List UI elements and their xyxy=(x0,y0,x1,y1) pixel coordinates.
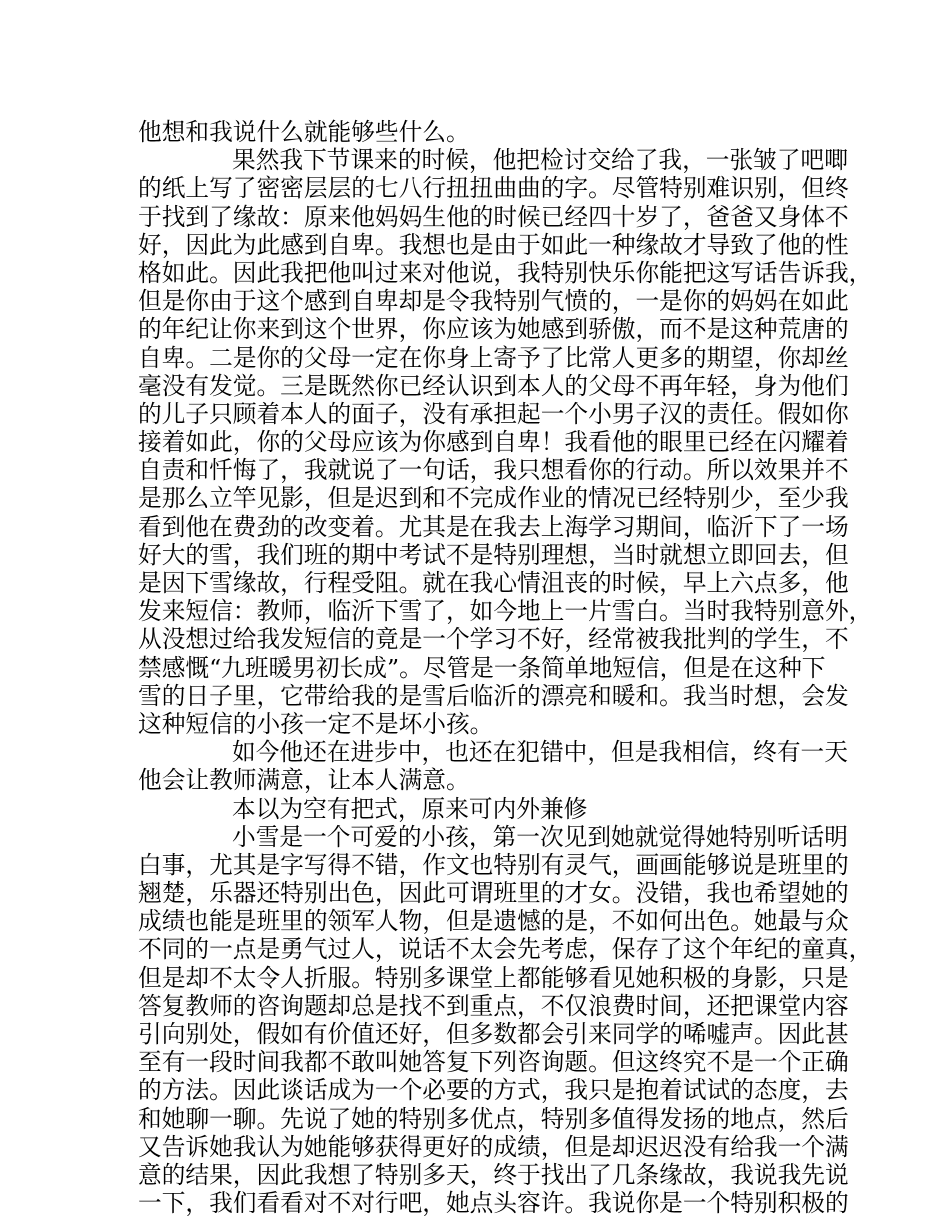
text-line: 的方法。因此谈话成为一个必要的方式，我只是抱着试试的态度，去 xyxy=(138,1076,849,1105)
text-line: 他想和我说什么就能够些什么。 xyxy=(138,118,470,146)
text-line: 毫没有发觉。三是既然你已经认识到本人的父母不再年轻，身为他们 xyxy=(138,371,849,400)
text-line: 禁感慨“九班暖男初长成”。尽管是一条简单地短信，但是在这种下 xyxy=(138,653,826,682)
text-line: 好大的雪，我们班的期中考试不是特别理想，当时就想立即回去，但 xyxy=(138,540,849,569)
text-line: 于找到了缘故：原来他妈妈生他的时候已经四十岁了，爸爸又身体不 xyxy=(138,202,849,231)
text-line: 不同的一点是勇气过人，说话不太会先考虑，保存了这个年纪的童真， xyxy=(138,935,873,964)
text-line: 白事，尤其是字写得不错，作文也特别有灵气，画画能够说是班里的 xyxy=(138,850,849,879)
text-line: 的年纪让你来到这个世界，你应该为她感到骄傲，而不是这种荒唐的 xyxy=(138,315,849,344)
text-line: 答复教师的咨询题却总是找不到重点，不仅浪费时间，还把课堂内容 xyxy=(138,991,849,1020)
text-line: 成绩也能是班里的领军人物，但是遗憾的是，不如何出色。她最与众 xyxy=(138,907,849,936)
text-line: 又告诉她我认为她能够获得更好的成绩，但是却迟迟没有给我一个满 xyxy=(138,1132,849,1161)
text-line: 接着如此，你的父母应该为你感到自卑！我看他的眼里已经在闪耀着 xyxy=(138,428,849,457)
text-line: 一下，我们看看对不对行吧，她点头容许。我说你是一个特别积极的 xyxy=(138,1189,849,1217)
text-line: 好，因此为此感到自卑。我想也是由于如此一种缘故才导致了他的性 xyxy=(138,230,849,259)
text-line: 本以为空有把式，原来可内外兼修 xyxy=(232,794,588,823)
text-line: 但是你由于这个感到自卑却是令我特别气愤的，一是你的妈妈在如此 xyxy=(138,287,849,316)
text-line: 如今他还在进步中，也还在犯错中，但是我相信，终有一天 xyxy=(232,738,848,767)
text-line: 是那么立竿见影，但是迟到和不完成作业的情况已经特别少，至少我 xyxy=(138,484,849,513)
document-body xyxy=(138,118,873,1217)
text-line: 自责和忏悔了，我就说了一句话，我只想看你的行动。所以效果并不 xyxy=(138,456,849,485)
text-line: 意的结果，因此我想了特别多天，终于找出了几条缘故，我说我先说 xyxy=(138,1160,849,1189)
text-line: 看到他在费劲的改变着。尤其是在我去上海学习期间，临沂下了一场 xyxy=(138,512,849,541)
text-line: 至有一段时间我都不敢叫她答复下列咨询题。但这终究不是一个正确 xyxy=(138,1048,849,1077)
text-line: 雪的日子里，它带给我的是雪后临沂的漂亮和暖和。我当时想，会发 xyxy=(138,681,849,710)
text-line: 和她聊一聊。先说了她的特别多优点，特别多值得发扬的地点，然后 xyxy=(138,1104,849,1133)
text-line: 的纸上写了密密层层的七八行扭扭曲曲的字。尽管特别难识别，但终 xyxy=(138,174,849,203)
text-line: 自卑。二是你的父母一定在你身上寄予了比常人更多的期望，你却丝 xyxy=(138,343,849,372)
text-line: 引向别处，假如有价值还好，但多数都会引来同学的唏嘘声。因此甚 xyxy=(138,1020,849,1048)
text-line: 的儿子只顾着本人的面子，没有承担起一个小男子汉的责任。假如你 xyxy=(138,399,849,428)
text-line: 发来短信：教师，临沂下雪了，如今地上一片雪白。当时我特别意外， xyxy=(138,597,873,626)
text-line: 他会让教师满意，让本人满意。 xyxy=(138,766,470,795)
text-line: 翘楚，乐器还特别出色，因此可谓班里的才女。没错，我也希望她的 xyxy=(138,879,849,908)
text-line: 格如此。因此我把他叫过来对他说，我特别快乐你能把这写话告诉我， xyxy=(138,258,873,287)
text-line: 是因下雪缘故，行程受阻。就在我心情沮丧的时候，早上六点多，他 xyxy=(138,569,849,597)
text-line: 但是却不太令人折服。特别多课堂上都能够看见她积极的身影，只是 xyxy=(138,963,849,992)
text-line: 果然我下节课来的时候，他把检讨交给了我，一张皱了吧唧 xyxy=(232,146,848,175)
text-line: 从没想过给我发短信的竟是一个学习不好，经常被我批判的学生，不 xyxy=(138,625,849,654)
text-line: 小雪是一个可爱的小孩，第一次见到她就觉得她特别听话明 xyxy=(232,822,848,851)
text-line: 这种短信的小孩一定不是坏小孩。 xyxy=(138,709,494,738)
